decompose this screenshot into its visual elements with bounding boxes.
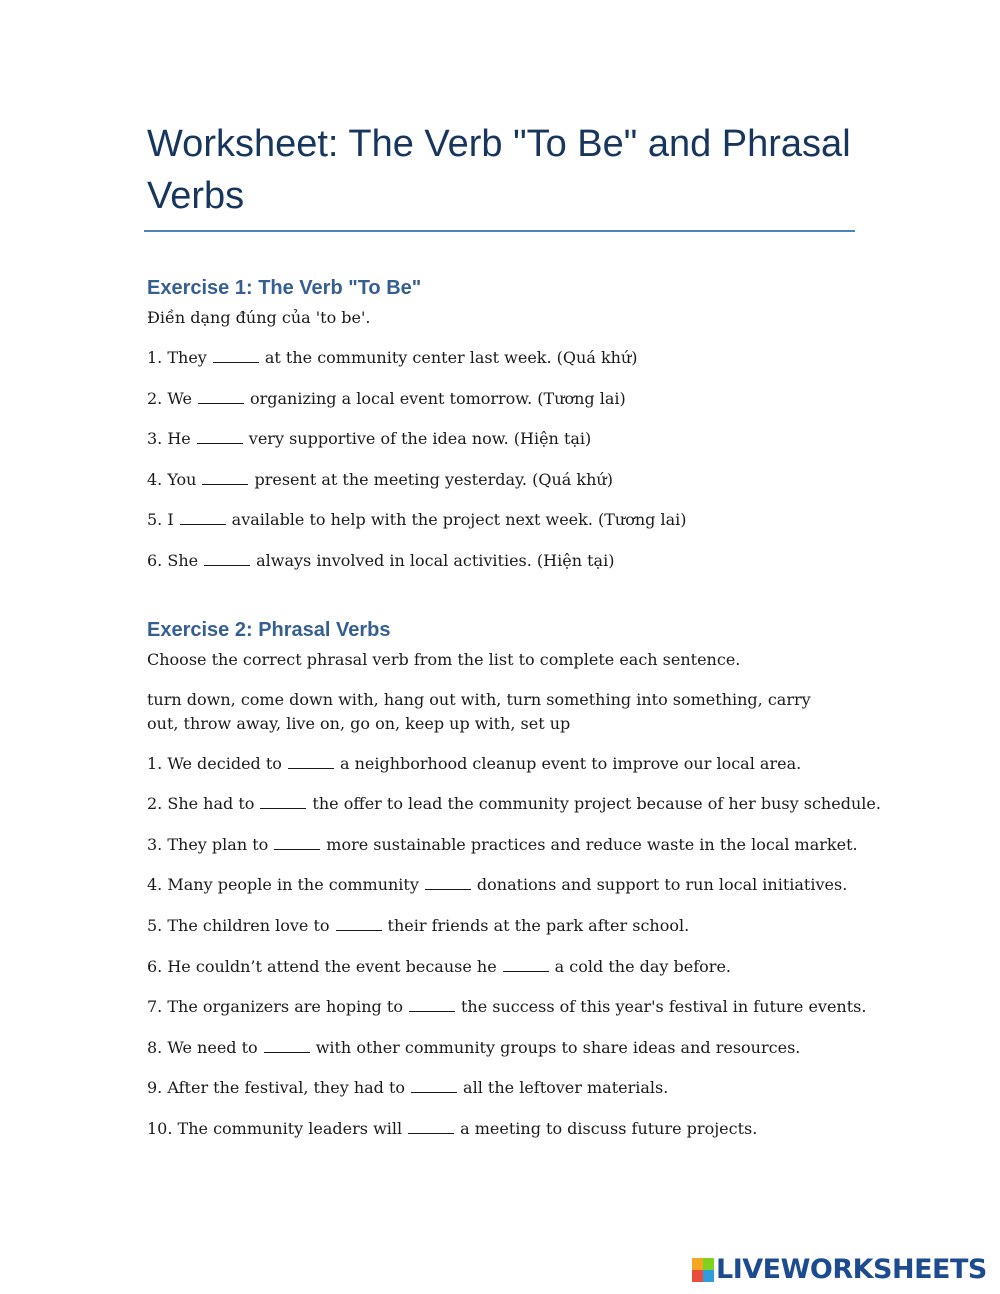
answer-blank[interactable] bbox=[425, 875, 471, 890]
liveworksheets-logo-icon bbox=[692, 1258, 714, 1282]
answer-blank[interactable] bbox=[264, 1038, 310, 1053]
logo-tile bbox=[692, 1258, 703, 1270]
item-text-before: 3. They plan to bbox=[147, 834, 269, 854]
logo-tile bbox=[692, 1270, 703, 1282]
exercise-1-item bbox=[147, 387, 855, 411]
answer-blank[interactable] bbox=[336, 916, 382, 931]
exercise-1-instruction: Điền dạng đúng của 'to be'. bbox=[147, 308, 371, 327]
exercise-2-item bbox=[147, 1117, 855, 1141]
logo-tile bbox=[703, 1258, 714, 1270]
exercise-1-item bbox=[147, 427, 855, 451]
section-spacer bbox=[147, 590, 855, 616]
liveworksheets-logo[interactable] bbox=[692, 1254, 987, 1286]
item-text-before: 9. After the festival, they had to bbox=[147, 1078, 406, 1098]
item-text-before: 10. The community leaders will bbox=[147, 1118, 403, 1138]
item-text-after: very supportive of the idea now. (Hiện tại) bbox=[248, 429, 592, 449]
item-text-before: 5. I bbox=[147, 510, 174, 530]
answer-blank[interactable] bbox=[204, 551, 250, 566]
answer-blank[interactable] bbox=[260, 794, 306, 809]
worksheet-page bbox=[147, 118, 881, 1158]
answer-blank[interactable] bbox=[213, 348, 259, 363]
item-text-after: their friends at the park after school. bbox=[387, 915, 690, 935]
item-text-before: 8. We need to bbox=[147, 1037, 258, 1057]
answer-blank[interactable] bbox=[411, 1078, 457, 1093]
item-text-after: with other community groups to share ideas and resources. bbox=[315, 1037, 801, 1057]
item-text-after: all the leftover materials. bbox=[463, 1078, 669, 1098]
logo-tile bbox=[703, 1270, 714, 1282]
item-text-before: 4. You bbox=[147, 469, 197, 489]
answer-blank[interactable] bbox=[274, 835, 320, 850]
item-text-after: more sustainable practices and reduce waste in the local market. bbox=[326, 834, 858, 854]
item-text-after: organizing a local event tomorrow. (Tương lai) bbox=[249, 388, 626, 408]
item-text-before: 3. He bbox=[147, 429, 191, 449]
exercise-2-item bbox=[147, 914, 855, 938]
item-text-before: 5. The children love to bbox=[147, 915, 330, 935]
item-text-before: 7. The organizers are hoping to bbox=[147, 997, 403, 1017]
answer-blank[interactable] bbox=[503, 957, 549, 972]
answer-blank[interactable] bbox=[202, 470, 248, 485]
answer-blank[interactable] bbox=[288, 754, 334, 769]
item-text-after: a neighborhood cleanup event to improve our local area. bbox=[339, 753, 802, 773]
exercise-2-heading: Exercise 2: Phrasal Verbs bbox=[147, 618, 391, 641]
item-text-after: donations and support to run local initiatives. bbox=[476, 875, 848, 895]
item-text-after: present at the meeting yesterday. (Quá khứ) bbox=[254, 469, 613, 489]
item-text-after: a cold the day before. bbox=[554, 956, 731, 976]
title-divider bbox=[144, 230, 855, 232]
item-text-after: the offer to lead the community project because of her busy schedule. bbox=[312, 794, 881, 814]
item-text-after: always involved in local activities. (Hiện tại) bbox=[256, 550, 615, 570]
item-text-before: 1. We decided to bbox=[147, 753, 282, 773]
item-text-after: a meeting to discuss future projects. bbox=[460, 1118, 758, 1138]
answer-blank[interactable] bbox=[409, 997, 455, 1012]
answer-blank[interactable] bbox=[198, 389, 244, 404]
phrasal-verb-list: turn down, come down with, hang out with, turn something into something, carry out, throw away, live on, go on, keep up with, set up bbox=[147, 689, 811, 733]
item-text-after: the success of this year's festival in future events. bbox=[460, 997, 867, 1017]
item-text-before: 6. She bbox=[147, 550, 199, 570]
item-text-before: 6. He couldn’t attend the event because he bbox=[147, 956, 497, 976]
item-text-before: 2. She had to bbox=[147, 794, 255, 814]
brand-name: LIVEWORKSHEETS bbox=[716, 1254, 987, 1285]
exercise-2-item bbox=[147, 752, 855, 776]
item-text-after: available to help with the project next week. (Tương lai) bbox=[231, 510, 687, 530]
item-text-before: 4. Many people in the community bbox=[147, 875, 419, 895]
exercise-1-item bbox=[147, 508, 855, 532]
item-text-before: 2. We bbox=[147, 388, 192, 408]
exercise-1-heading: Exercise 1: The Verb "To Be" bbox=[147, 277, 422, 299]
exercise-2-item bbox=[147, 833, 858, 857]
answer-blank[interactable] bbox=[408, 1119, 454, 1134]
exercise-1-item bbox=[147, 346, 855, 370]
exercise-2-item bbox=[147, 1076, 855, 1100]
answer-blank[interactable] bbox=[180, 510, 226, 525]
exercise-2-item bbox=[147, 995, 867, 1019]
item-text-after: at the community center last week. (Quá khứ) bbox=[264, 348, 638, 367]
exercise-2-item bbox=[147, 955, 855, 979]
exercise-1 bbox=[147, 274, 855, 573]
exercise-2-item bbox=[147, 792, 881, 816]
answer-blank[interactable] bbox=[197, 429, 243, 444]
exercise-2-item bbox=[147, 873, 855, 897]
exercise-2-instruction: Choose the correct phrasal verb from the list to complete each sentence. bbox=[147, 649, 741, 669]
page-title: Worksheet: The Verb "To Be" and Phrasal Verbs bbox=[147, 123, 851, 217]
exercise-2 bbox=[147, 616, 881, 1141]
exercise-1-item bbox=[147, 549, 855, 573]
exercise-2-item bbox=[147, 1036, 855, 1060]
exercise-1-item bbox=[147, 468, 855, 492]
item-text-before: 1. They bbox=[147, 348, 207, 367]
